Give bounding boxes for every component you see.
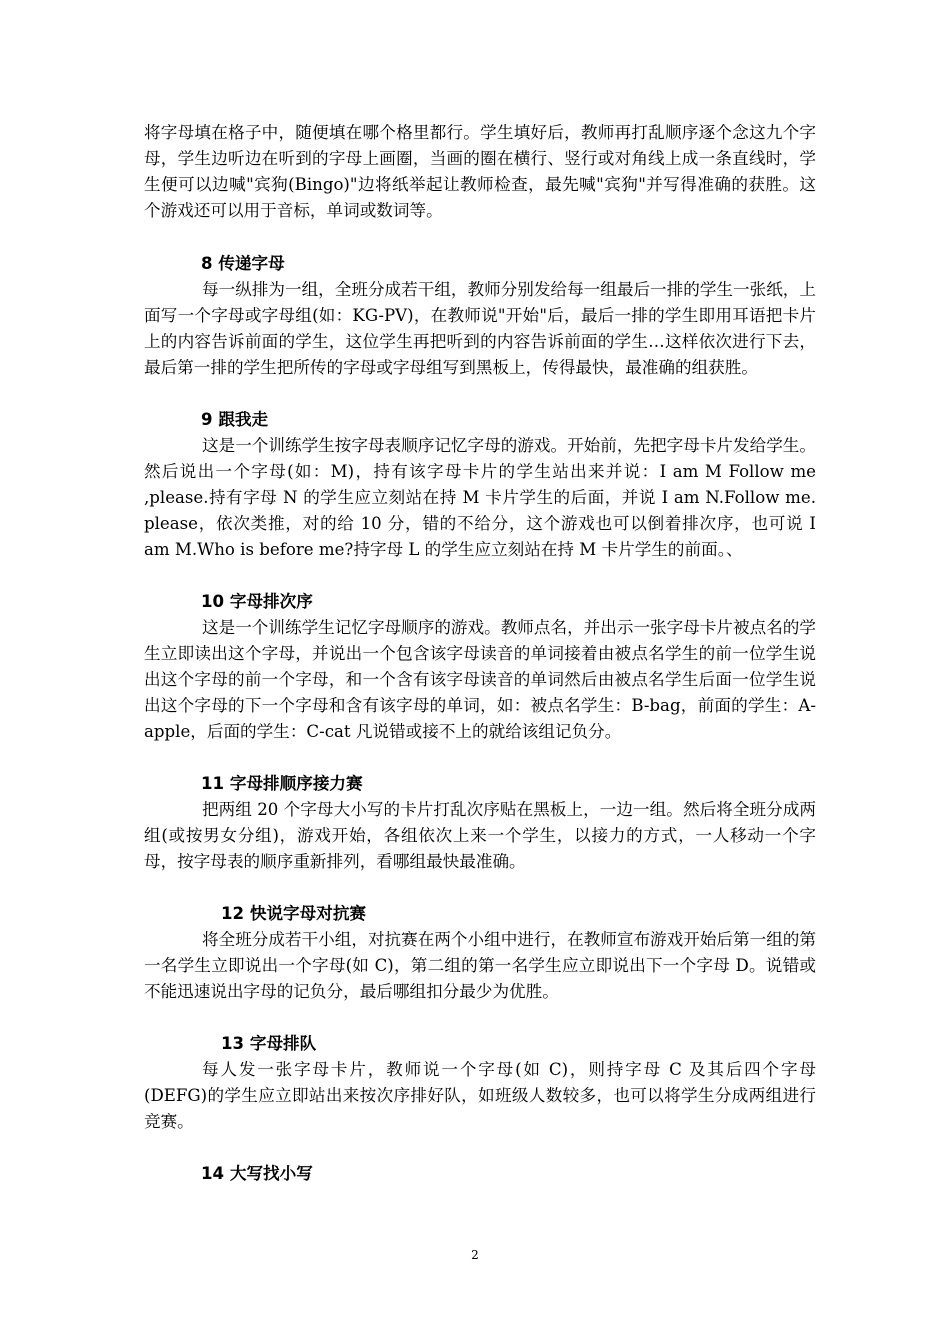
page-number: 2: [471, 1248, 479, 1262]
section-heading: 13 字母排队: [221, 1034, 317, 1053]
section-heading: 12 快说字母对抗赛: [221, 904, 367, 923]
section-11: [144, 771, 816, 875]
intro-paragraph: 将字母填在格子中，随便填在哪个格里都行。学生填好后，教师再打乱顺序逐个念这九个字母，学生边听边在听到的字母上画圈，当画的圈在横行、竖行或对角线上成一条直线时，学生便可以边喊"宾狗(Bingo)"边将纸举起让教师检查，最先喊"宾狗"并写得准确的获胜。这个游戏还可以用于音标，单词或数词等。: [144, 123, 816, 220]
section-13: [144, 1031, 816, 1135]
section-body: 每人发一张字母卡片，教师说一个字母(如 C)，则持字母 C 及其后四个字母(DEFG)的学生应立即站出来按次序排好队，如班级人数较多，也可以将学生分成两组进行竞赛。: [144, 1060, 816, 1131]
section-body: 将全班分成若干小组，对抗赛在两个小组中进行，在教师宣布游戏开始后第一组的第一名学生立即说出一个字母(如 C)，第二组的第一名学生应立即说出下一个字母 D。说错或不能迅速说出字母的记负分，最后哪组扣分最少为优胜。: [144, 930, 816, 1001]
section-heading: 9 跟我走: [201, 410, 269, 429]
section-10: [144, 589, 816, 745]
section-9: [144, 407, 816, 563]
section-body: 每一纵排为一组，全班分成若干组，教师分别发给每一组最后一排的学生一张纸，上面写一个字母或字母组(如：KG-PV)，在教师说"开始"后，最后一排的学生即用耳语把卡片上的内容告诉前面的学生，这位学生再把听到的内容告诉前面的学生…这样依次进行下去，最后第一排的学生把所传的字母或字母组写到黑板上，传得最快，最准确的组获胜。: [144, 280, 816, 377]
section-heading: 8 传递字母: [201, 254, 285, 273]
page-content: [144, 120, 816, 1213]
section-body: 这是一个训练学生记忆字母顺序的游戏。教师点名，并出示一张字母卡片被点名的学生立即读出这个字母，并说出一个包含该字母读音的单词接着由被点名学生的前一位学生说出这个字母的前一个字母，和一个含有该字母读音的单词然后由被点名学生后面一位学生说出这个字母的下一个字母和含有该字母的单词，如：被点名学生：B-bag，前面的学生：A-apple，后面的学生：C-cat 凡说错或接不上的就给该组记负分。: [144, 618, 816, 741]
section-body: 这是一个训练学生按字母表顺序记忆字母的游戏。开始前，先把字母卡片发给学生。然后说出一个字母(如：M)，持有该字母卡片的学生站出来并说：I am M Follow me ,please.持有字母 N 的学生应立刻站在持 M 卡片学生的后面，并说 I am N.Follow me. please，依次类推，对的给 10 分，错的不给分，这个游戏也可以倒着排次序，也可说 I am M.Who is before me?持字母 L 的学生应立刻站在持 M 卡片学生的前面。、: [144, 436, 816, 559]
section-heading: 10 字母排次序: [201, 592, 313, 611]
section-8: [144, 251, 816, 381]
section-14: [144, 1161, 816, 1187]
section-12: [144, 901, 816, 1005]
section-body: 把两组 20 个字母大小写的卡片打乱次序贴在黑板上，一边一组。然后将全班分成两组(或按男女分组)，游戏开始，各组依次上来一个学生，以接力的方式，一人移动一个字母，按字母表的顺序重新排列，看哪组最快最准确。: [144, 800, 816, 871]
section-heading: 14 大写找小写: [201, 1164, 313, 1183]
section-heading: 11 字母排顺序接力赛: [201, 774, 363, 793]
